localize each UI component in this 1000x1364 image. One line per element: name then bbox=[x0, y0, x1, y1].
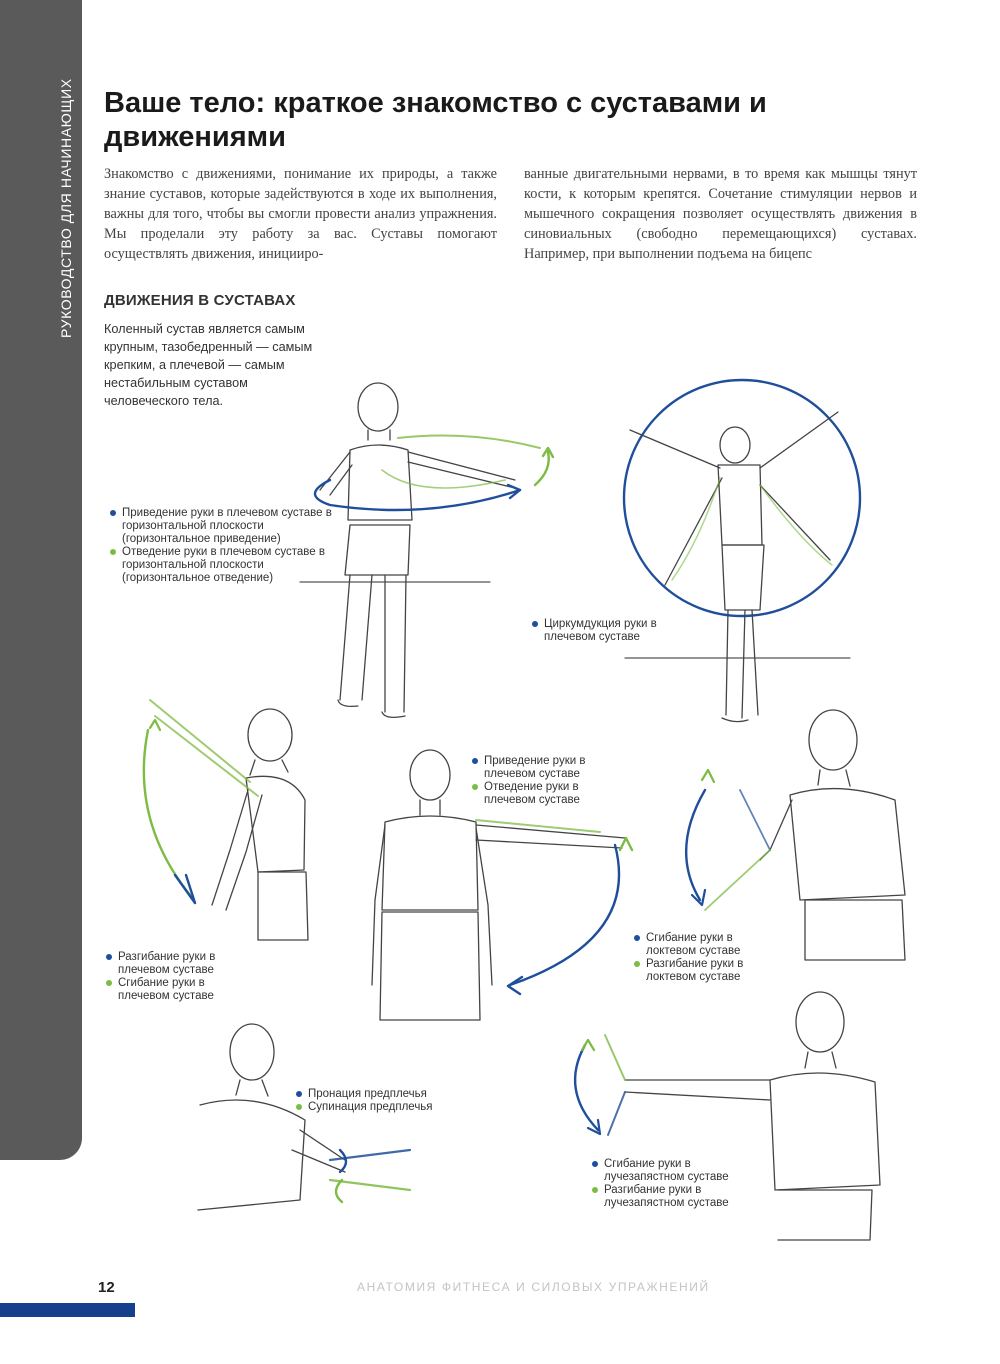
sidebar-label: РУКОВОДСТВО ДЛЯ НАЧИНАЮЩИХ bbox=[58, 78, 74, 338]
caption-line-blue: Сгибание руки в лучезапястном суставе bbox=[590, 1158, 760, 1184]
figure-elbow bbox=[686, 710, 905, 960]
blue-dot-icon bbox=[106, 954, 112, 960]
footer-bar bbox=[0, 1303, 135, 1317]
caption-line-green: Разгибание руки в лучезапястном суставе bbox=[590, 1184, 760, 1210]
page-number: 12 bbox=[98, 1279, 115, 1296]
caption-line-blue: Пронация предплечья bbox=[294, 1088, 454, 1101]
green-dot-icon bbox=[106, 980, 112, 986]
page-title: Ваше тело: краткое знакомство с суставами и движениями bbox=[104, 87, 767, 153]
blue-dot-icon bbox=[592, 1161, 598, 1167]
caption-line-green: Сгибание руки в плечевом суставе bbox=[104, 977, 244, 1003]
caption-forearm bbox=[294, 1088, 454, 1114]
blue-dot-icon bbox=[296, 1091, 302, 1097]
blue-dot-icon bbox=[532, 621, 538, 627]
caption-circumduction bbox=[530, 618, 665, 644]
blue-dot-icon bbox=[472, 758, 478, 764]
blue-dot-icon bbox=[110, 510, 116, 516]
caption-elbow bbox=[632, 932, 772, 984]
figure-circumduction bbox=[624, 380, 860, 722]
caption-line-blue: Сгибание руки в локтевом суставе bbox=[632, 932, 772, 958]
intro-column-right: ванные двигательными нервами, в то время как мышцы тянут кости, к которым крепятся. Сочетание стимуляции нервов и мышечного сокращения позволяет осуществлять движения в синовиальных (свободно перемещающихся) суставах. Например, при выполнении подъема на бицепс bbox=[524, 166, 917, 262]
caption-wrist bbox=[590, 1158, 760, 1210]
caption-line-green: Супинация предплечья bbox=[294, 1101, 454, 1114]
caption-shoulder-front bbox=[470, 755, 610, 807]
caption-line-blue: Приведение руки в плечевом суставе в горизонтальной плоскости (горизонтальное приведение) bbox=[108, 507, 348, 546]
green-dot-icon bbox=[592, 1187, 598, 1193]
caption-line-blue: Приведение руки в плечевом суставе bbox=[470, 755, 610, 781]
footer-book-title: АНАТОМИЯ ФИТНЕСА И СИЛОВЫХ УПРАЖНЕНИЙ bbox=[357, 1280, 710, 1294]
figure-shoulder-side bbox=[144, 700, 308, 940]
section-heading: ДВИЖЕНИЯ В СУСТАВАХ bbox=[104, 292, 296, 309]
section-text: Коленный сустав является самым крупным, тазобедренный — самым крепким, а плечевой — самым нестабильным суставом человеческого тела. bbox=[104, 322, 313, 408]
green-dot-icon bbox=[634, 961, 640, 967]
blue-dot-icon bbox=[634, 935, 640, 941]
caption-line-green: Разгибание руки в локтевом суставе bbox=[632, 958, 772, 984]
green-dot-icon bbox=[110, 549, 116, 555]
caption-line-blue: Циркумдукция руки в плечевом суставе bbox=[530, 618, 665, 644]
caption-horizontal-shoulder bbox=[108, 507, 348, 585]
caption-line-green: Отведение руки в плечевом суставе в горизонтальной плоскости (горизонтальное отведение) bbox=[108, 546, 348, 585]
intro-column-left: Знакомство с движениями, понимание их природы, а также знание суставов, которые задействуются в ходе их выполнения, важны для того, чтобы вы смогли провести анализ упражнения. Мы проделали эту работу за вас. Суставы помогают осуществлять движения, иницииро- bbox=[104, 166, 497, 262]
green-dot-icon bbox=[472, 784, 478, 790]
caption-line-blue: Разгибание руки в плечевом суставе bbox=[104, 951, 244, 977]
caption-line-green: Отведение руки в плечевом суставе bbox=[470, 781, 610, 807]
green-dot-icon bbox=[296, 1104, 302, 1110]
caption-shoulder-side bbox=[104, 951, 244, 1003]
figure-forearm bbox=[198, 1024, 410, 1210]
